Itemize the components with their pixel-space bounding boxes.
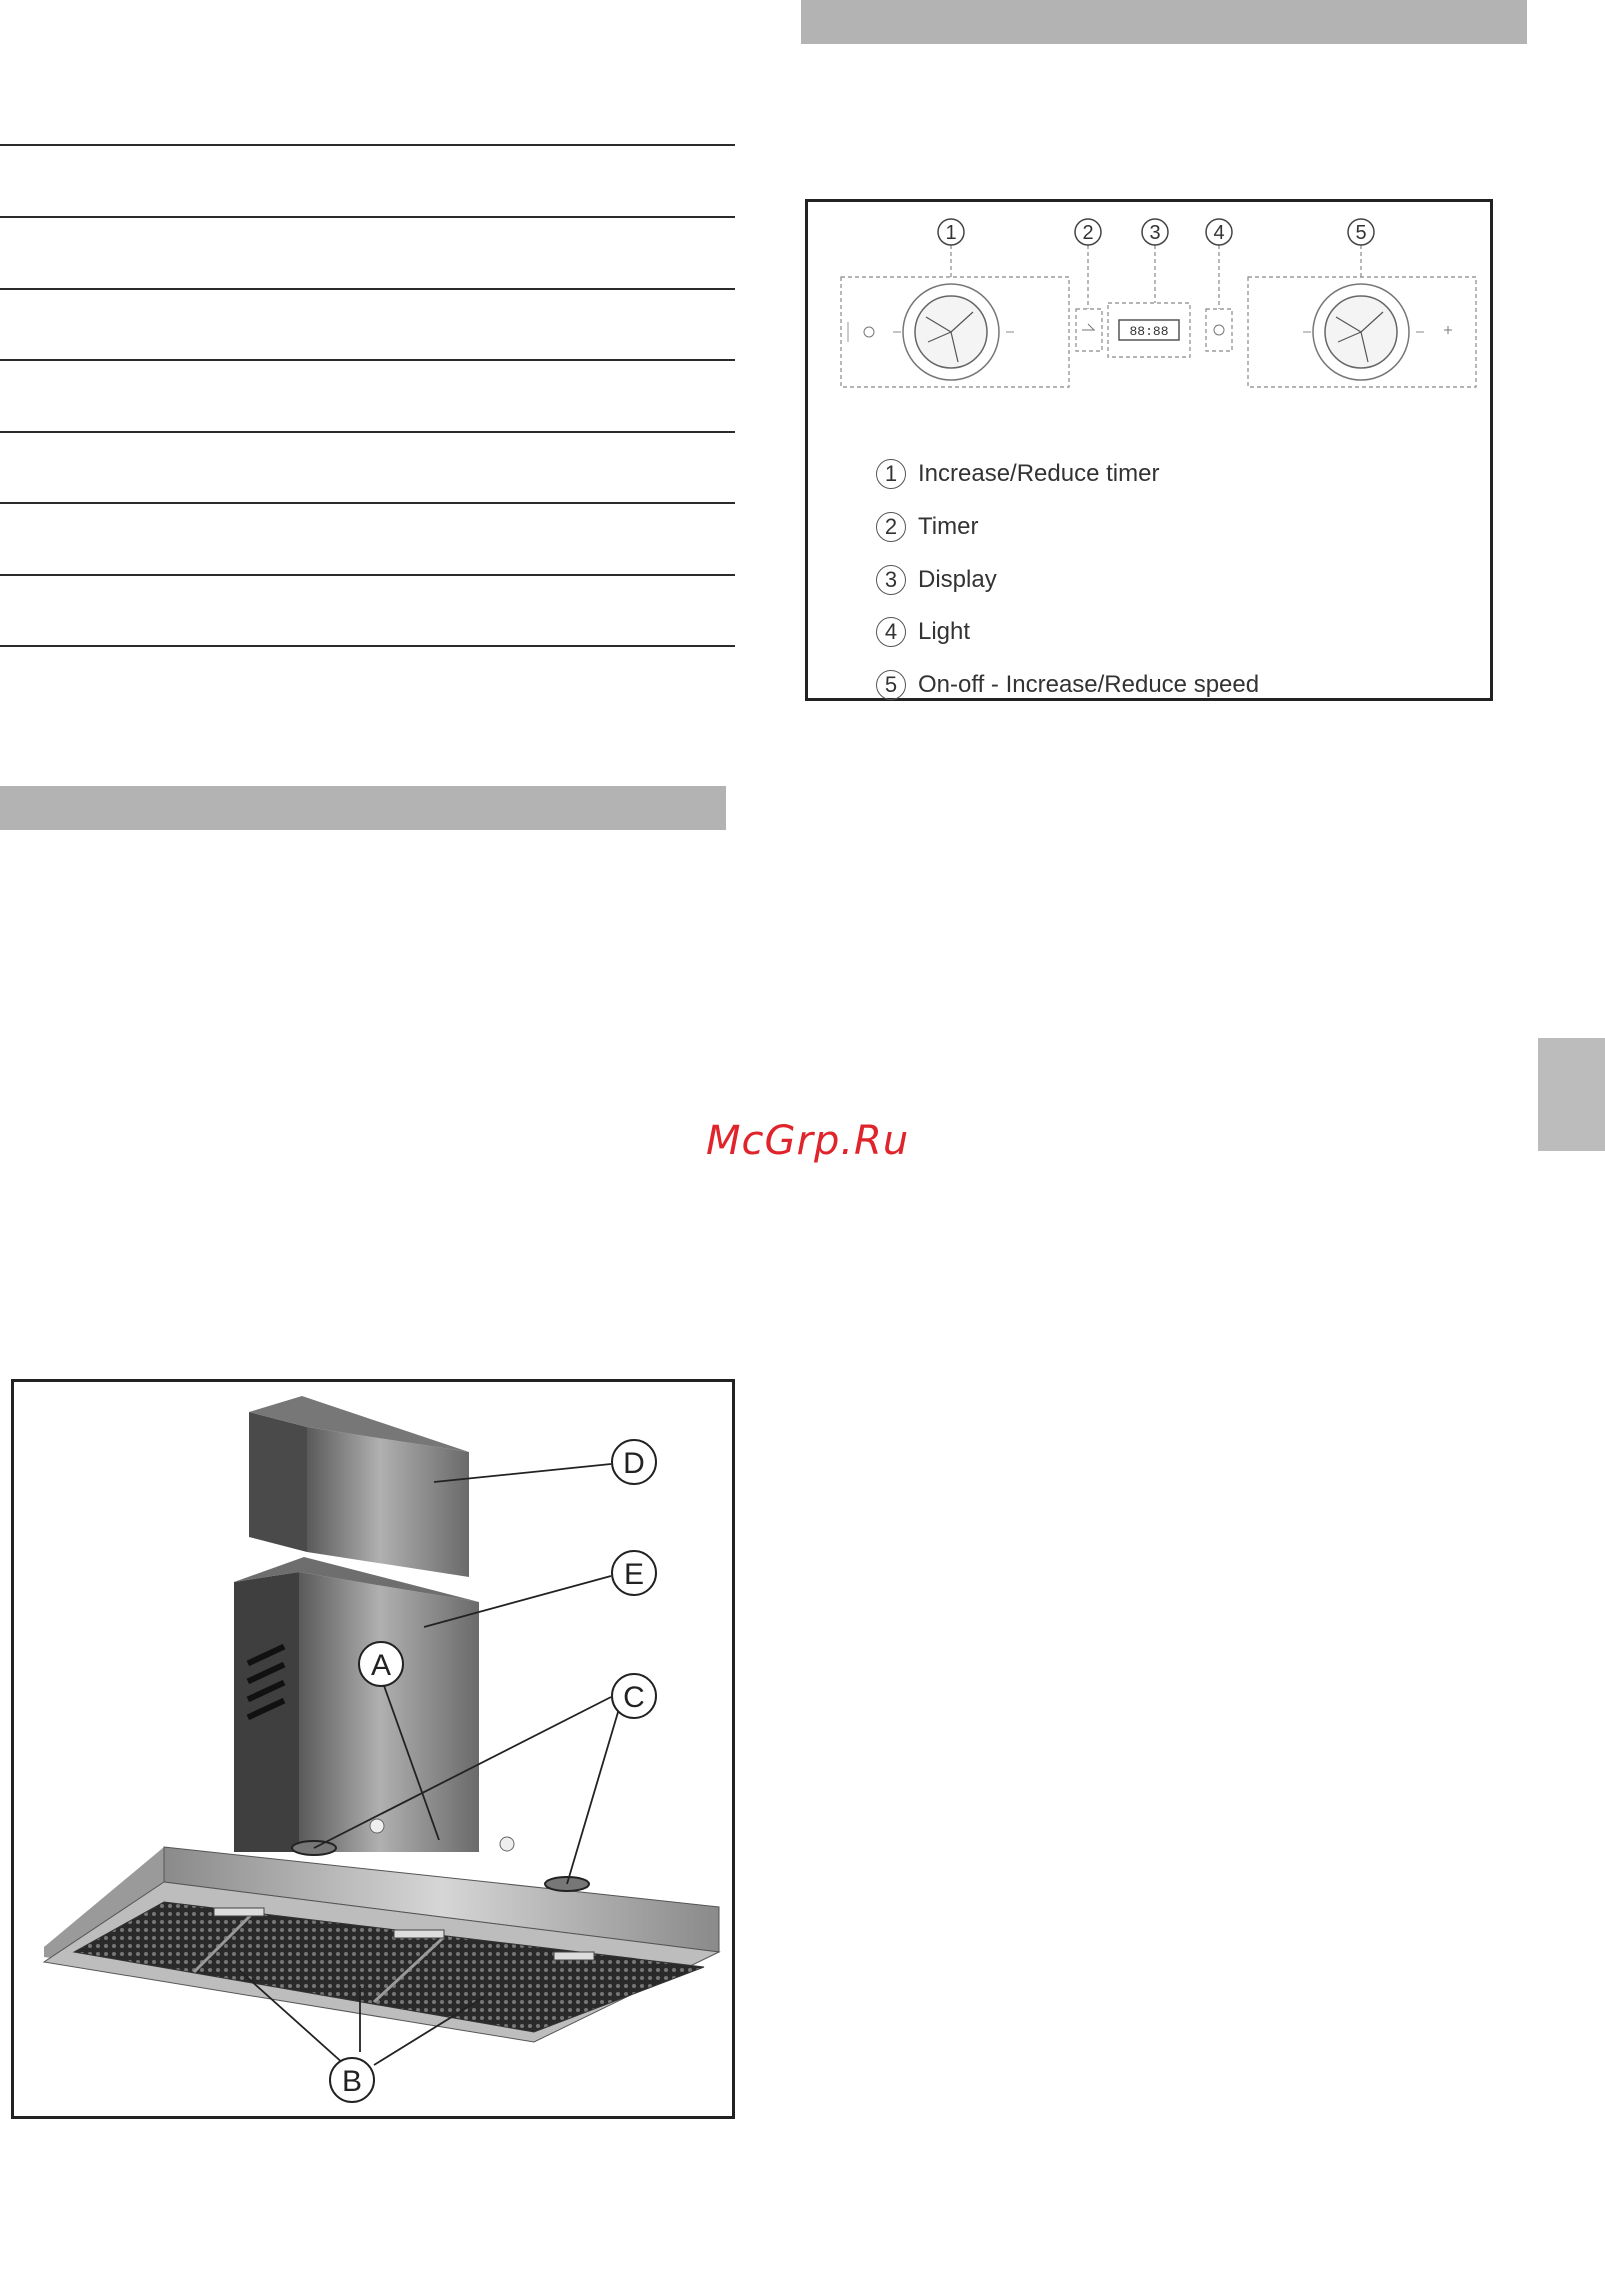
legend-item-4 — [876, 614, 970, 650]
section-header-bar-right — [801, 0, 1527, 44]
divider-rule-6 — [0, 502, 735, 504]
timer-button-icon — [1082, 324, 1095, 330]
legend-item-3 — [876, 562, 997, 598]
legend-num: 4 — [876, 617, 906, 647]
legend-item-2 — [876, 509, 978, 545]
display-readout: 88:88 — [1129, 324, 1169, 339]
timer-knob-icon — [893, 284, 1014, 380]
callout-3: 3 — [1149, 222, 1161, 244]
section-header-bar-left — [0, 786, 726, 830]
fan-icon — [1444, 326, 1452, 334]
lower-chimney — [234, 1557, 479, 1852]
legend-num: 3 — [876, 565, 906, 595]
legend-text: Display — [918, 566, 997, 593]
legend-text: Timer — [918, 513, 979, 540]
divider-rule-7 — [0, 574, 735, 576]
callout-4: 4 — [1213, 222, 1225, 244]
watermark-text: McGrp.Ru — [706, 1118, 910, 1164]
callout-5: 5 — [1355, 222, 1367, 244]
divider-rule-8 — [0, 645, 735, 647]
control-panel-figure — [805, 199, 1493, 701]
power-icon — [864, 327, 874, 337]
legend-num: 1 — [876, 459, 906, 489]
divider-rule-5 — [0, 431, 735, 433]
label-d: D — [623, 1447, 645, 1480]
divider-rule-2 — [0, 216, 735, 218]
cooker-hood-figure — [11, 1379, 735, 2119]
speed-knob-icon — [1303, 284, 1424, 380]
legend-item-1 — [876, 456, 1159, 492]
side-tab — [1538, 1038, 1605, 1151]
legend-text: Light — [918, 618, 971, 645]
divider-rule-1 — [0, 144, 735, 146]
label-b: B — [341, 2065, 363, 2098]
legend-item-5 — [876, 667, 1259, 703]
label-c: C — [623, 1681, 645, 1714]
light-icon — [1214, 325, 1224, 335]
callout-2: 2 — [1082, 222, 1094, 244]
legend-text: On-off - Increase/Reduce speed — [918, 671, 1260, 698]
control-panel-diagram — [808, 202, 1490, 442]
callout-1: 1 — [945, 222, 957, 244]
divider-rule-3 — [0, 288, 735, 290]
legend-text: Increase/Reduce timer — [918, 460, 1160, 487]
label-e: E — [623, 1558, 645, 1591]
hood-canopy — [44, 1847, 719, 2042]
divider-rule-4 — [0, 359, 735, 361]
label-a: A — [370, 1649, 392, 1682]
legend-num: 2 — [876, 512, 906, 542]
upper-chimney — [249, 1396, 469, 1577]
cooker-hood-illustration — [14, 1382, 732, 2116]
legend-num: 5 — [876, 670, 906, 700]
